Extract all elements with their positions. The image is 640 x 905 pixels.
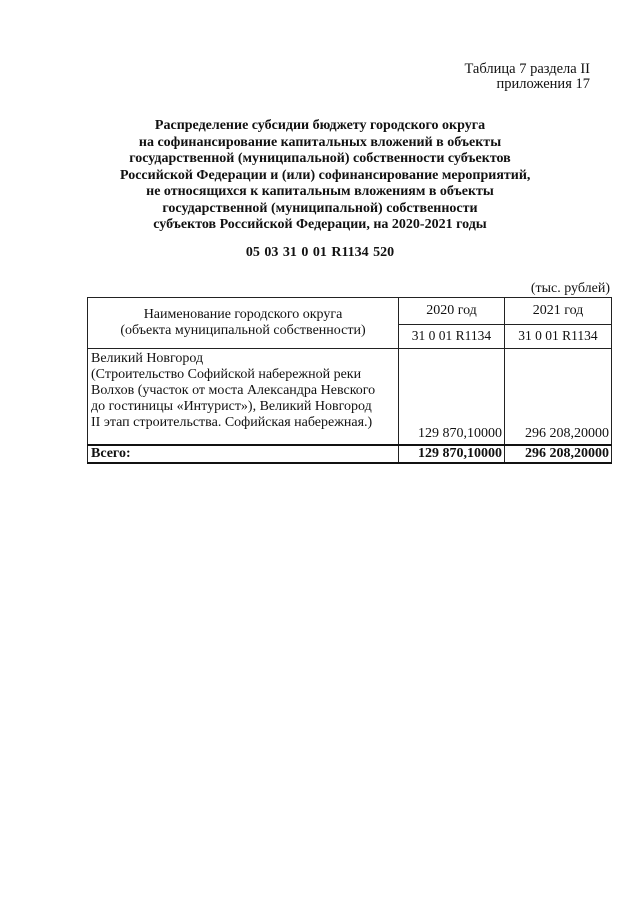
- table-caption: [464, 62, 590, 92]
- row-name-cell: [88, 349, 399, 446]
- row-name-line: II этап строительства. Софийская набережная.): [91, 415, 373, 430]
- header-year-2020: 2020 год: [399, 298, 505, 325]
- header-code-2020: 31 0 01 R1134: [399, 324, 505, 348]
- total-label: Всего:: [88, 445, 399, 463]
- header-name-line: (объекта муниципальной собственности): [120, 323, 366, 338]
- table-header-row: [88, 298, 612, 325]
- title-line: субъектов Российской Федерации, на 2020-2021 годы: [153, 217, 487, 232]
- row-name-line: Волхов (участок от моста Александра Невского: [91, 383, 376, 398]
- document-title: [120, 118, 531, 234]
- header-code-2021: 31 0 01 R1134: [505, 324, 612, 348]
- header-name-line: Наименование городского округа: [143, 307, 343, 322]
- row-value-2020: 129 870,10000: [399, 349, 505, 446]
- header-year-2021: 2021 год: [505, 298, 612, 325]
- total-value-2021: 296 208,20000: [505, 445, 612, 463]
- title-line: не относящихся к капитальным вложениям в объекты: [146, 184, 494, 199]
- title-line: государственной (муниципальной) собственности: [162, 200, 478, 216]
- title-line: Российской Федерации и (или) софинансирование мероприятий,: [120, 167, 531, 183]
- title-line: на софинансирование капитальных вложений в объекты: [138, 134, 502, 150]
- header-name-cell: [88, 298, 399, 349]
- caption-table-number: Таблица 7 раздела II: [464, 61, 590, 77]
- row-name-line: (Строительство Софийской набережной реки: [91, 367, 362, 382]
- table-row: [88, 349, 612, 446]
- total-value-2020: 129 870,10000: [399, 445, 505, 463]
- title-line: государственной (муниципальной) собственности субъектов: [129, 151, 511, 166]
- table-total-row: [88, 445, 612, 463]
- row-name-line: до гостиницы «Интурист»), Великий Новгород: [91, 399, 372, 414]
- title-line: Распределение субсидии бюджету городского округа: [154, 118, 486, 133]
- subsidy-table: [87, 297, 612, 464]
- units-label: (тыс. рублей): [530, 281, 610, 296]
- row-value-2021: 296 208,20000: [505, 349, 612, 446]
- caption-appendix-number: приложения 17: [496, 76, 590, 92]
- budget-classification-code: 05 03 31 0 01 R1134 520: [245, 245, 395, 260]
- row-name-line: Великий Новгород: [91, 351, 204, 366]
